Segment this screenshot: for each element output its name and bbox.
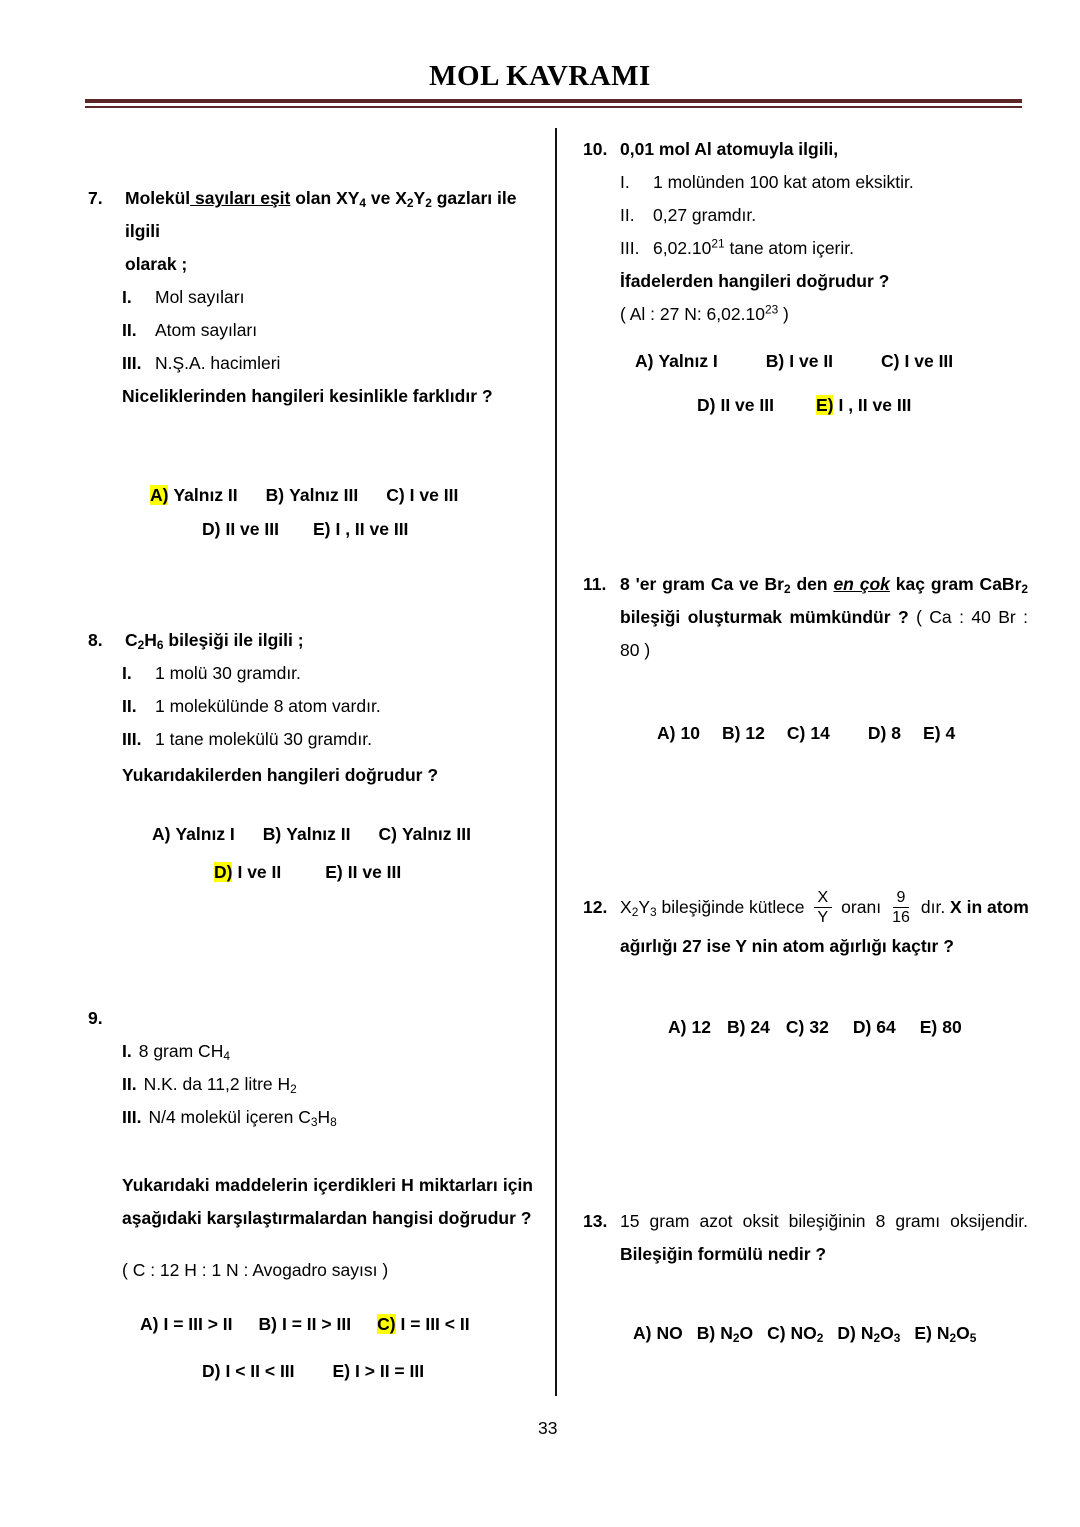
answer-option	[202, 513, 279, 546]
option-text: I = III > II	[163, 1314, 233, 1334]
option-text: I , II ve III	[335, 519, 409, 539]
option-letter: D)	[852, 1017, 872, 1037]
option-text: I ve III	[904, 351, 954, 371]
answer-option	[266, 479, 359, 512]
item-text: 1 molü 30 gramdır.	[155, 663, 301, 683]
option-letter: E)	[923, 723, 941, 743]
item-text: 8 gram $CH_4$	[138, 1041, 230, 1063]
answer-option	[697, 1317, 753, 1350]
option-text: Yalnız II	[173, 485, 238, 505]
answer-option	[633, 1317, 683, 1350]
stem-text-pre: $X_2Y_3$ bileşiğinde kütlece	[620, 896, 805, 919]
question-stem-row	[583, 1205, 1028, 1271]
fraction-numerator: X	[814, 888, 833, 908]
answer-row	[140, 1308, 540, 1341]
option-letter: D)	[867, 723, 887, 743]
item-text: 1 molünden 100 kat atom eksiktir.	[653, 172, 914, 192]
answer-row	[214, 856, 540, 889]
option-letter: E)	[332, 1361, 351, 1381]
question-stem-line2: Bileşiğin formülü nedir ?	[620, 1244, 827, 1264]
option-letter: A)	[150, 485, 169, 505]
question-ask: Niceliklerinden hangileri kesinlikle farklıdır ?	[122, 386, 493, 406]
answer-option	[386, 479, 458, 512]
answer-row	[635, 345, 1028, 378]
constants-note: ( Ca : 40 Br : 80 )	[620, 607, 1028, 660]
question-number: 8.	[88, 630, 103, 650]
item-text: N.Ş.A. hacimleri	[155, 353, 281, 373]
answer-option	[214, 856, 281, 889]
question-stem: 15 gram azot oksit bileşiğinin 8 gramı oksijendir.	[620, 1211, 1028, 1231]
answer-option	[923, 717, 955, 750]
list-item	[122, 314, 540, 347]
question-number: 10.	[583, 139, 608, 159]
question-7	[88, 182, 540, 546]
stem-text-mid: oranı	[841, 896, 882, 917]
option-text: Yalnız I	[175, 824, 235, 844]
option-letter: B)	[696, 1323, 716, 1343]
list-item	[122, 1101, 540, 1134]
option-letter: C)	[377, 1314, 396, 1334]
answer-option	[635, 345, 718, 378]
answer-option	[727, 1011, 770, 1044]
option-text: Yalnız II	[286, 824, 351, 844]
question-ask: İfadelerden hangileri doğrudur ?	[620, 271, 890, 291]
question-stem: 0,01 mol Al atomuyla ilgili,	[620, 139, 839, 159]
option-text: Yalnız III	[289, 485, 359, 505]
list-item	[122, 657, 540, 690]
option-text: I = II > III	[282, 1314, 352, 1334]
roman-label: II.	[122, 696, 137, 716]
answer-option	[697, 389, 774, 422]
question-number: 9.	[88, 1008, 103, 1028]
list-item	[122, 723, 540, 756]
answer-row	[657, 717, 1028, 750]
option-text: 4	[945, 723, 956, 743]
constants-note: ( C : 12 H : 1 N : Avogadro sayısı )	[122, 1260, 389, 1280]
option-letter: A)	[657, 723, 676, 743]
option-text: 8	[891, 723, 902, 743]
question-stem-line2: ağırlığı 27 ise Y nin atom ağırlığı kaçtır ?	[620, 936, 954, 956]
list-item	[620, 199, 1028, 232]
roman-label: III.	[122, 729, 142, 749]
option-text: NO	[656, 1323, 683, 1343]
answer-option	[766, 345, 833, 378]
roman-label: II.	[620, 205, 635, 225]
statement-list	[583, 166, 1028, 265]
option-letter: D)	[837, 1323, 856, 1343]
question-13	[583, 1205, 1028, 1350]
item-text: Mol sayıları	[155, 287, 245, 307]
option-letter: D)	[214, 862, 233, 882]
roman-label: III.	[122, 353, 142, 373]
question-number: 13.	[583, 1211, 608, 1231]
question-9	[88, 1002, 540, 1388]
answer-option	[152, 818, 235, 851]
list-item	[620, 166, 1028, 199]
roman-label: I.	[122, 287, 132, 307]
roman-label: II.	[122, 320, 137, 340]
question-ask: Yukarıdaki maddelerin içerdikleri H miktarları için aşağıdaki karşılaştırmalardan hangisi doğrudur ?	[122, 1175, 533, 1228]
question-ask: Yukarıdakilerden hangileri doğrudur ?	[122, 765, 439, 785]
option-letter: B)	[726, 1017, 746, 1037]
list-item	[122, 1035, 540, 1068]
option-letter: D)	[202, 1361, 221, 1381]
question-stem-row	[88, 624, 540, 657]
option-letter: A)	[668, 1017, 687, 1037]
item-text: 6,02.10$^{21}$ tane atom içerir.	[653, 236, 854, 258]
statement-list	[88, 657, 540, 756]
option-text: I < II < III	[225, 1361, 295, 1381]
fraction-numerator: 9	[893, 888, 910, 908]
option-letter: D)	[697, 395, 716, 415]
fraction-denominator: 16	[892, 908, 910, 926]
question-stem-row	[583, 884, 1043, 963]
item-text: N/4 molekül içeren $C_3H_8$	[148, 1107, 337, 1129]
option-letter: C)	[881, 351, 900, 371]
fraction-x-over-y	[814, 888, 833, 927]
option-letter: B)	[258, 1314, 277, 1334]
option-text: II ve III	[720, 395, 774, 415]
list-item	[122, 281, 540, 314]
option-letter: C)	[378, 824, 397, 844]
roman-label: III.	[122, 1107, 142, 1127]
answer-option	[259, 1308, 352, 1341]
constants-note: ( Al : 27 N: 6,02.10$^{23}$ )	[620, 302, 789, 324]
answer-option	[325, 856, 401, 889]
option-letter: C)	[767, 1323, 786, 1343]
title-rule	[85, 99, 1022, 108]
answer-option	[767, 1317, 823, 1350]
option-letter: E)	[919, 1017, 938, 1037]
question-stem-line2: olarak ;	[125, 254, 188, 274]
statement-list	[88, 1035, 540, 1134]
question-stem: $C_2H_6$ bileşiği ile ilgili ;	[125, 630, 304, 652]
item-text: 1 tane molekülü 30 gramdır.	[155, 729, 372, 749]
answer-row	[633, 1317, 1028, 1350]
option-letter: C)	[386, 485, 405, 505]
roman-label: III.	[620, 238, 640, 258]
option-letter: A)	[633, 1323, 652, 1343]
answer-option	[378, 818, 471, 851]
option-letter: A)	[635, 351, 654, 371]
answer-row	[202, 513, 540, 546]
answer-option	[140, 1308, 233, 1341]
answer-row	[668, 1011, 1043, 1044]
option-text: I ve III	[409, 485, 459, 505]
item-text: 0,27 gramdır.	[653, 205, 757, 225]
answer-option	[313, 513, 408, 546]
option-text: II ve III	[225, 519, 279, 539]
answer-option	[868, 717, 901, 750]
page-number: 33	[538, 1418, 558, 1438]
question-stem-row	[88, 182, 540, 281]
answer-option	[333, 1355, 425, 1388]
option-letter: B)	[265, 485, 285, 505]
option-text: $N_2O$	[720, 1323, 754, 1345]
stem-text-post: dır. X in atom	[920, 896, 1029, 917]
question-stem-row	[583, 133, 1028, 166]
option-letter: E)	[914, 1323, 932, 1343]
question-12	[583, 884, 1043, 1044]
answer-option	[837, 1317, 900, 1350]
answer-row	[150, 479, 540, 512]
option-text: 14	[810, 723, 830, 743]
roman-label: I.	[620, 172, 630, 192]
answer-row	[697, 389, 1028, 422]
option-letter: E)	[815, 395, 834, 415]
answer-option	[920, 1011, 962, 1044]
option-text: $NO_2$	[790, 1323, 824, 1345]
answer-option	[914, 1317, 976, 1350]
option-text: 80	[942, 1017, 962, 1037]
option-letter: E)	[312, 519, 331, 539]
list-item	[620, 232, 1028, 265]
option-letter: B)	[721, 723, 741, 743]
option-text: Yalnız III	[401, 824, 471, 844]
item-text: 1 molekülünde 8 atom vardır.	[155, 696, 381, 716]
question-stem: Molekül sayıları eşit olan $XY_4$ ve $X_2Y_2$ gazları ile ilgili	[125, 188, 517, 241]
question-number: 11.	[583, 574, 607, 594]
option-text: 32	[809, 1017, 829, 1037]
item-text: Atom sayıları	[155, 320, 258, 340]
question-stem	[620, 884, 1043, 930]
question-10	[583, 133, 1028, 422]
question-stem-row	[88, 1002, 540, 1035]
list-item	[122, 347, 540, 380]
answer-option	[816, 389, 911, 422]
option-text: $N_2O_5$	[936, 1323, 977, 1345]
fraction-denominator: Y	[817, 908, 829, 926]
option-letter: A)	[152, 824, 171, 844]
answer-option	[786, 1011, 829, 1044]
answer-option	[853, 1011, 896, 1044]
page-title: MOL KAVRAMI	[429, 60, 651, 92]
answer-option	[722, 717, 765, 750]
option-letter: B)	[262, 824, 282, 844]
option-letter: D)	[202, 519, 221, 539]
column-divider	[555, 128, 557, 1396]
option-letter: C)	[785, 1017, 805, 1037]
answer-option	[668, 1011, 711, 1044]
roman-label: II.	[122, 1074, 137, 1094]
answer-option	[202, 1355, 295, 1388]
roman-label: I.	[122, 1041, 132, 1061]
option-letter: B)	[765, 351, 785, 371]
list-item	[122, 690, 540, 723]
answer-option	[881, 345, 953, 378]
option-letter: A)	[140, 1314, 159, 1334]
question-stem-text: 8 'er gram Ca ve $Br_2$ den en çok kaç gram CaBr$_2$ bileşiği oluşturmak mümkündür ?	[620, 574, 1029, 627]
option-text: 12	[691, 1017, 711, 1037]
answer-option	[150, 479, 238, 512]
question-stem	[620, 568, 1028, 667]
option-text: 12	[745, 723, 765, 743]
question-stem-row	[583, 568, 1028, 667]
answer-option	[787, 717, 830, 750]
option-text: 24	[750, 1017, 770, 1037]
option-text: $N_2O_3$	[860, 1323, 901, 1345]
option-text: I > II = III	[355, 1361, 425, 1381]
option-letter: E)	[325, 862, 343, 882]
answer-row	[152, 818, 540, 851]
fraction-9-over-16	[890, 888, 912, 927]
question-number: 7.	[88, 188, 103, 208]
list-item	[122, 1068, 540, 1101]
option-text: I , II ve III	[838, 395, 912, 415]
answer-option	[377, 1308, 470, 1341]
option-text: I = III < II	[400, 1314, 470, 1334]
answer-row	[202, 1355, 540, 1388]
answer-option	[263, 818, 351, 851]
option-letter: C)	[786, 723, 806, 743]
item-text: N.K. da 11,2 litre $H_2$	[143, 1074, 297, 1096]
question-number: 12.	[583, 897, 608, 917]
answer-option	[657, 717, 700, 750]
question-11	[583, 568, 1028, 750]
option-text: II ve III	[347, 862, 402, 882]
option-text: 10	[680, 723, 700, 743]
question-8	[88, 624, 540, 889]
option-text: 64	[876, 1017, 896, 1037]
option-text: I ve II	[789, 351, 834, 371]
option-text: Yalnız I	[658, 351, 718, 371]
roman-label: I.	[122, 663, 132, 683]
statement-list	[88, 281, 540, 380]
option-text: I ve II	[237, 862, 282, 882]
